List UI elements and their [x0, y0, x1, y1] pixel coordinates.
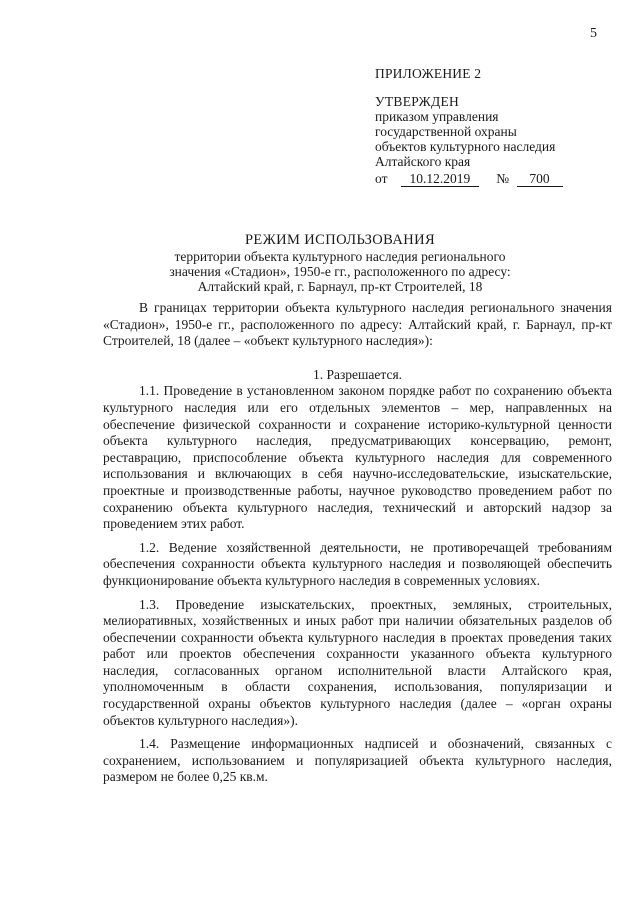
item-1-2: 1.2. Ведение хозяйственной деятельности, не противоречащей требованиям обеспечения сохранности объекта культурного наследия и позволяющей обеспечить функционирование объекта культурного наследия в современных условиях. [103, 539, 612, 588]
item-1-4: 1.4. Размещение информационных надписей и обозначений, связанных с сохранением, использованием и популяризацией объекта культурного наследия, размером не более 0,25 кв.м. [103, 736, 612, 785]
approval-line-1: приказом управления [375, 109, 499, 124]
page-number: 5 [590, 26, 597, 41]
appendix-label: ПРИЛОЖЕНИЕ 2 [375, 66, 482, 81]
item-1-1: 1.1. Проведение в установленном законом порядке работ по сохранению объекта культурного наследия или его отдельных элементов – мер, направленных на обеспечение физической сохранности и сохранение историко-культурной ценности объекта культурного наследия, предусматривающих консервацию, ремонт, реставрацию, приспособление объекта культурного наследия для современного использования и включающих в себя научно-исследовательские, изыскательские, проектные и производственные работы, научное руководство проведением работ по сохранению объекта культурного наследия, технический и авторский надзор за проведением этих работ. [103, 383, 612, 532]
order-line [375, 171, 563, 187]
approval-line-3: объектов культурного наследия [375, 139, 556, 154]
intro-paragraph: В границах территории объекта культурного наследия регионального значения «Стадион», 1950-е гг., расположенного по адресу: Алтайский край, г. Барнаул, пр-кт Строителей, 18 (далее – «объект культурного наследия»): [103, 300, 612, 349]
approval-line-4: Алтайского края [375, 154, 471, 169]
document-title: РЕЖИМ ИСПОЛЬЗОВАНИЯ [244, 232, 436, 248]
order-date: 10.12.2019 [401, 172, 479, 187]
title-line-1: территории объекта культурного наследия регионального [174, 249, 506, 264]
approval-line-2: государственной охраны [375, 124, 517, 139]
title-line-3: Алтайский край, г. Барнаул, пр-кт Строителей, 18 [197, 279, 483, 294]
order-number: 700 [517, 172, 563, 187]
document-body [103, 300, 612, 786]
number-sign: № [496, 171, 510, 186]
section-heading-1: 1. Разрешается. [312, 366, 403, 382]
approval-block [375, 66, 563, 187]
item-1-3: 1.3. Проведение изыскательских, проектных, земляных, строительных, мелиоративных, хозяйственных и иных работ при наличии обязательных разделов об обеспечении сохранности объекта культурного наследия в проектах проведения таких работ или проектов обеспечения сохранности указанного объекта культурного наследия, согласованных органом исполнительной власти Алтайского края, уполномоченным в области сохранения, использования, популяризации и государственной охраны объектов культурного наследия (далее – «орган охраны объектов культурного наследия»). [103, 596, 612, 728]
from-label: от [375, 171, 388, 186]
title-line-2: значения «Стадион», 1950-е гг., расположенного по адресу: [169, 264, 511, 279]
document-title-block [0, 232, 640, 294]
approved-label: УТВЕРЖДЕН [375, 94, 460, 109]
